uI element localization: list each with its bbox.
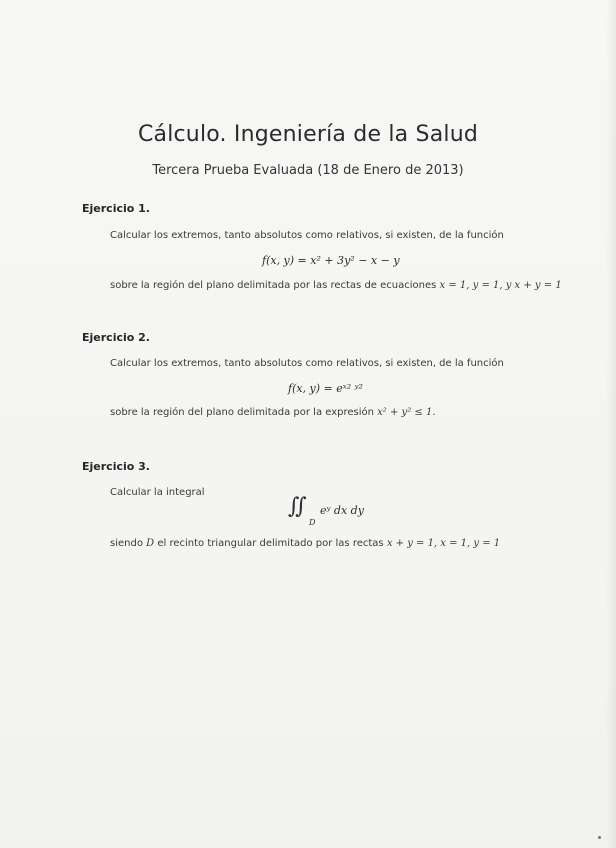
exercise-2-formula: f(x, y) = eˣ² ʸ² (288, 382, 363, 395)
exercise-3-closing-text: el recinto triangular delimitado por las rectas (157, 538, 384, 549)
scan-artifact-dot (598, 836, 601, 839)
integrand: eʸ dx dy (320, 504, 364, 517)
document-subtitle: Tercera Prueba Evaluada (18 de Enero de 2013) (152, 163, 464, 178)
exercise-1-heading: Ejercicio 1. (82, 202, 150, 215)
exercise-2-closing (110, 407, 436, 418)
exercise-3-closing-math: x + y = 1, x = 1, y = 1 (386, 538, 501, 549)
exercise-2-intro: Calcular los extremos, tanto absolutos como relativos, si existen, de la función (110, 358, 504, 369)
exercise-1-closing (110, 280, 562, 291)
exercise-3-closing-var: D (146, 538, 155, 549)
integral-domain-label: D (309, 518, 316, 527)
exercise-1-intro: Calcular los extremos, tanto absolutos como relativos, si existen, de la función (110, 230, 504, 241)
exercise-3-closing-pre: siendo (110, 538, 143, 549)
exercise-1-formula: f(x, y) = x² + 3y² − x − y (262, 254, 400, 267)
document-title: Cálculo. Ingeniería de la Salud (137, 122, 479, 147)
exercise-3-intro: Calcular la integral (110, 487, 205, 498)
exercise-1-closing-text: sobre la región del plano delimitada por las rectas de ecuaciones (110, 280, 437, 291)
exercise-3-closing (110, 538, 500, 549)
exercise-2-heading: Ejercicio 2. (82, 331, 150, 344)
exercise-1-closing-math: x = 1, y = 1, y x + y = 1 (439, 280, 562, 291)
exercise-2-closing-text: sobre la región del plano delimitada por la expresión (110, 407, 374, 418)
exercise-3-heading: Ejercicio 3. (82, 460, 150, 473)
double-integral-symbol: ∬ (288, 494, 307, 519)
exercise-2-closing-math: x² + y² ≤ 1. (377, 407, 436, 418)
